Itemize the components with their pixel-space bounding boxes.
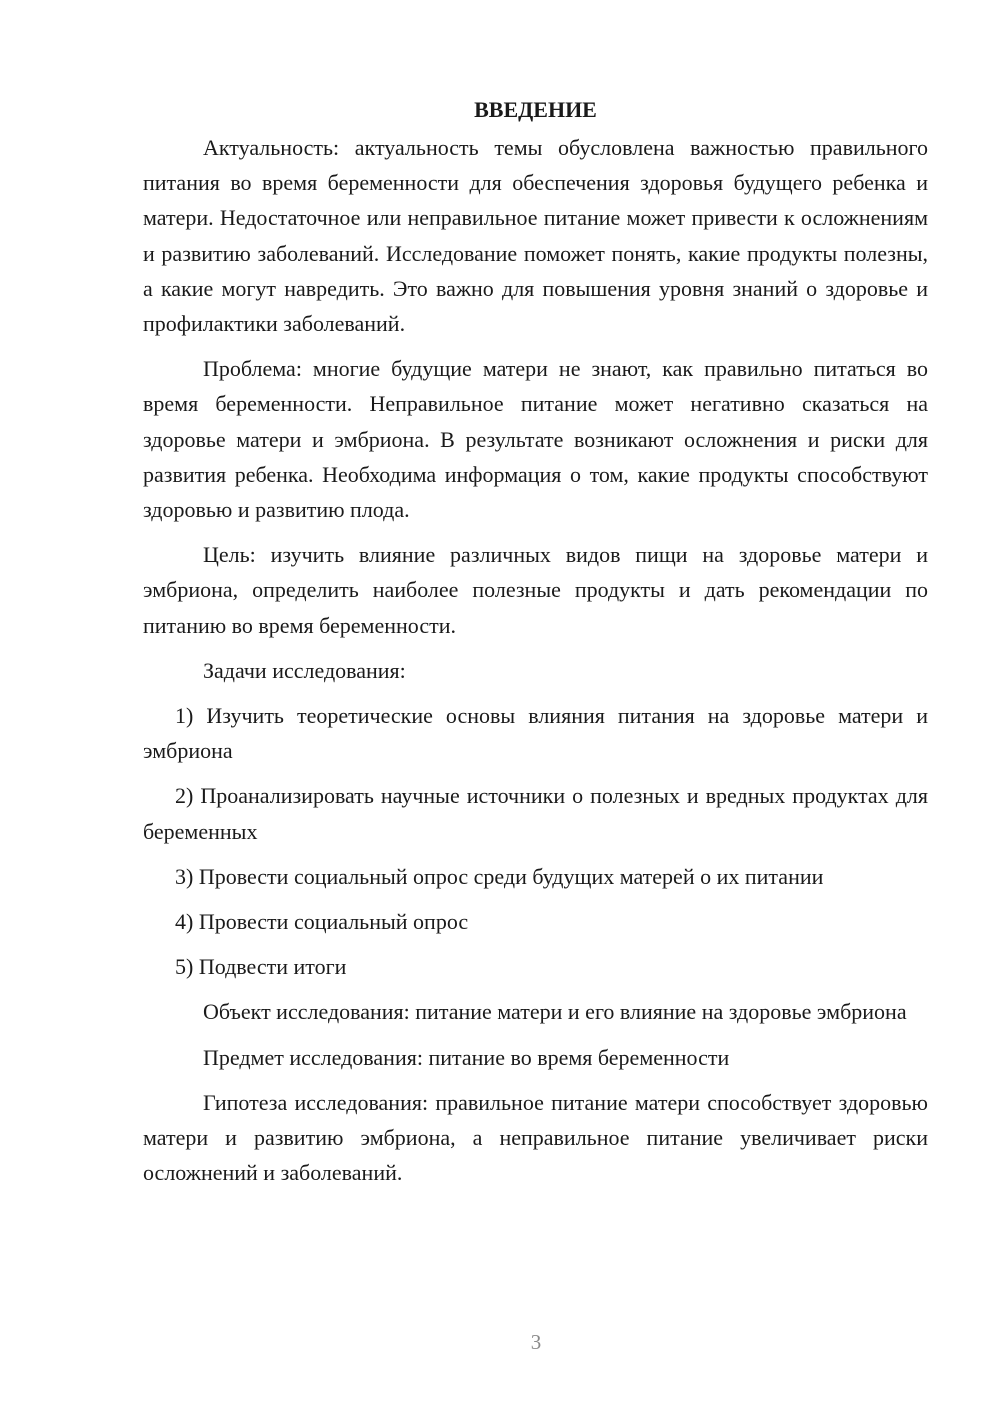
relevance-paragraph: Актуальность: актуальность темы обусловлена важностью правильного питания во время беременности для обеспечения здоровья будущего ребенка и матери. Недостаточное или неправильное питание может привести к осложнениям и развитию заболеваний. Исследование поможет понять, какие продукты полезны, а какие могут навредить. Это важно для повышения уровня знаний о здоровье и профилактики заболеваний. — [143, 135, 928, 337]
page-title: ВВЕДЕНИЕ — [474, 97, 597, 122]
task-item: 3) Провести социальный опрос среди будущих матерей о их питании — [175, 863, 824, 889]
problem-paragraph: Проблема: многие будущие матери не знают, как правильно питаться во время беременности. Неправильное питание может негативно сказаться на здоровье матери и эмбриона. В результате возникают осложнения и риски для развития ребенка. Необходима информация о том, какие продукты способствуют здоровью и развитию плода. — [143, 356, 928, 523]
task-item: 4) Провести социальный опрос — [175, 909, 469, 935]
object-paragraph: Объект исследования: питание матери и его влияние на здоровье эмбриона — [203, 999, 907, 1025]
tasks-title: Задачи исследования: — [203, 657, 406, 683]
task-item: 1) Изучить теоретические основы влияния питания на здоровье матери и эмбриона — [143, 703, 928, 764]
task-item: 2) Проанализировать научные источники о полезных и вредных продуктах для беременных — [143, 783, 928, 844]
page-number: 3 — [530, 1330, 542, 1354]
goal-paragraph: Цель: изучить влияние различных видов пищи на здоровье матери и эмбриона, определить наиболее полезные продукты и дать рекомендации по питанию во время беременности. — [143, 542, 928, 638]
task-item: 5) Подвести итоги — [175, 954, 347, 980]
subject-paragraph: Предмет исследования: питание во время беременности — [203, 1044, 730, 1070]
hypothesis-paragraph: Гипотеза исследования: правильное питание матери способствует здоровью матери и развитию эмбриона, а неправильное питание увеличивает риски осложнений и заболеваний. — [143, 1089, 928, 1186]
document-page — [143, 92, 928, 1190]
